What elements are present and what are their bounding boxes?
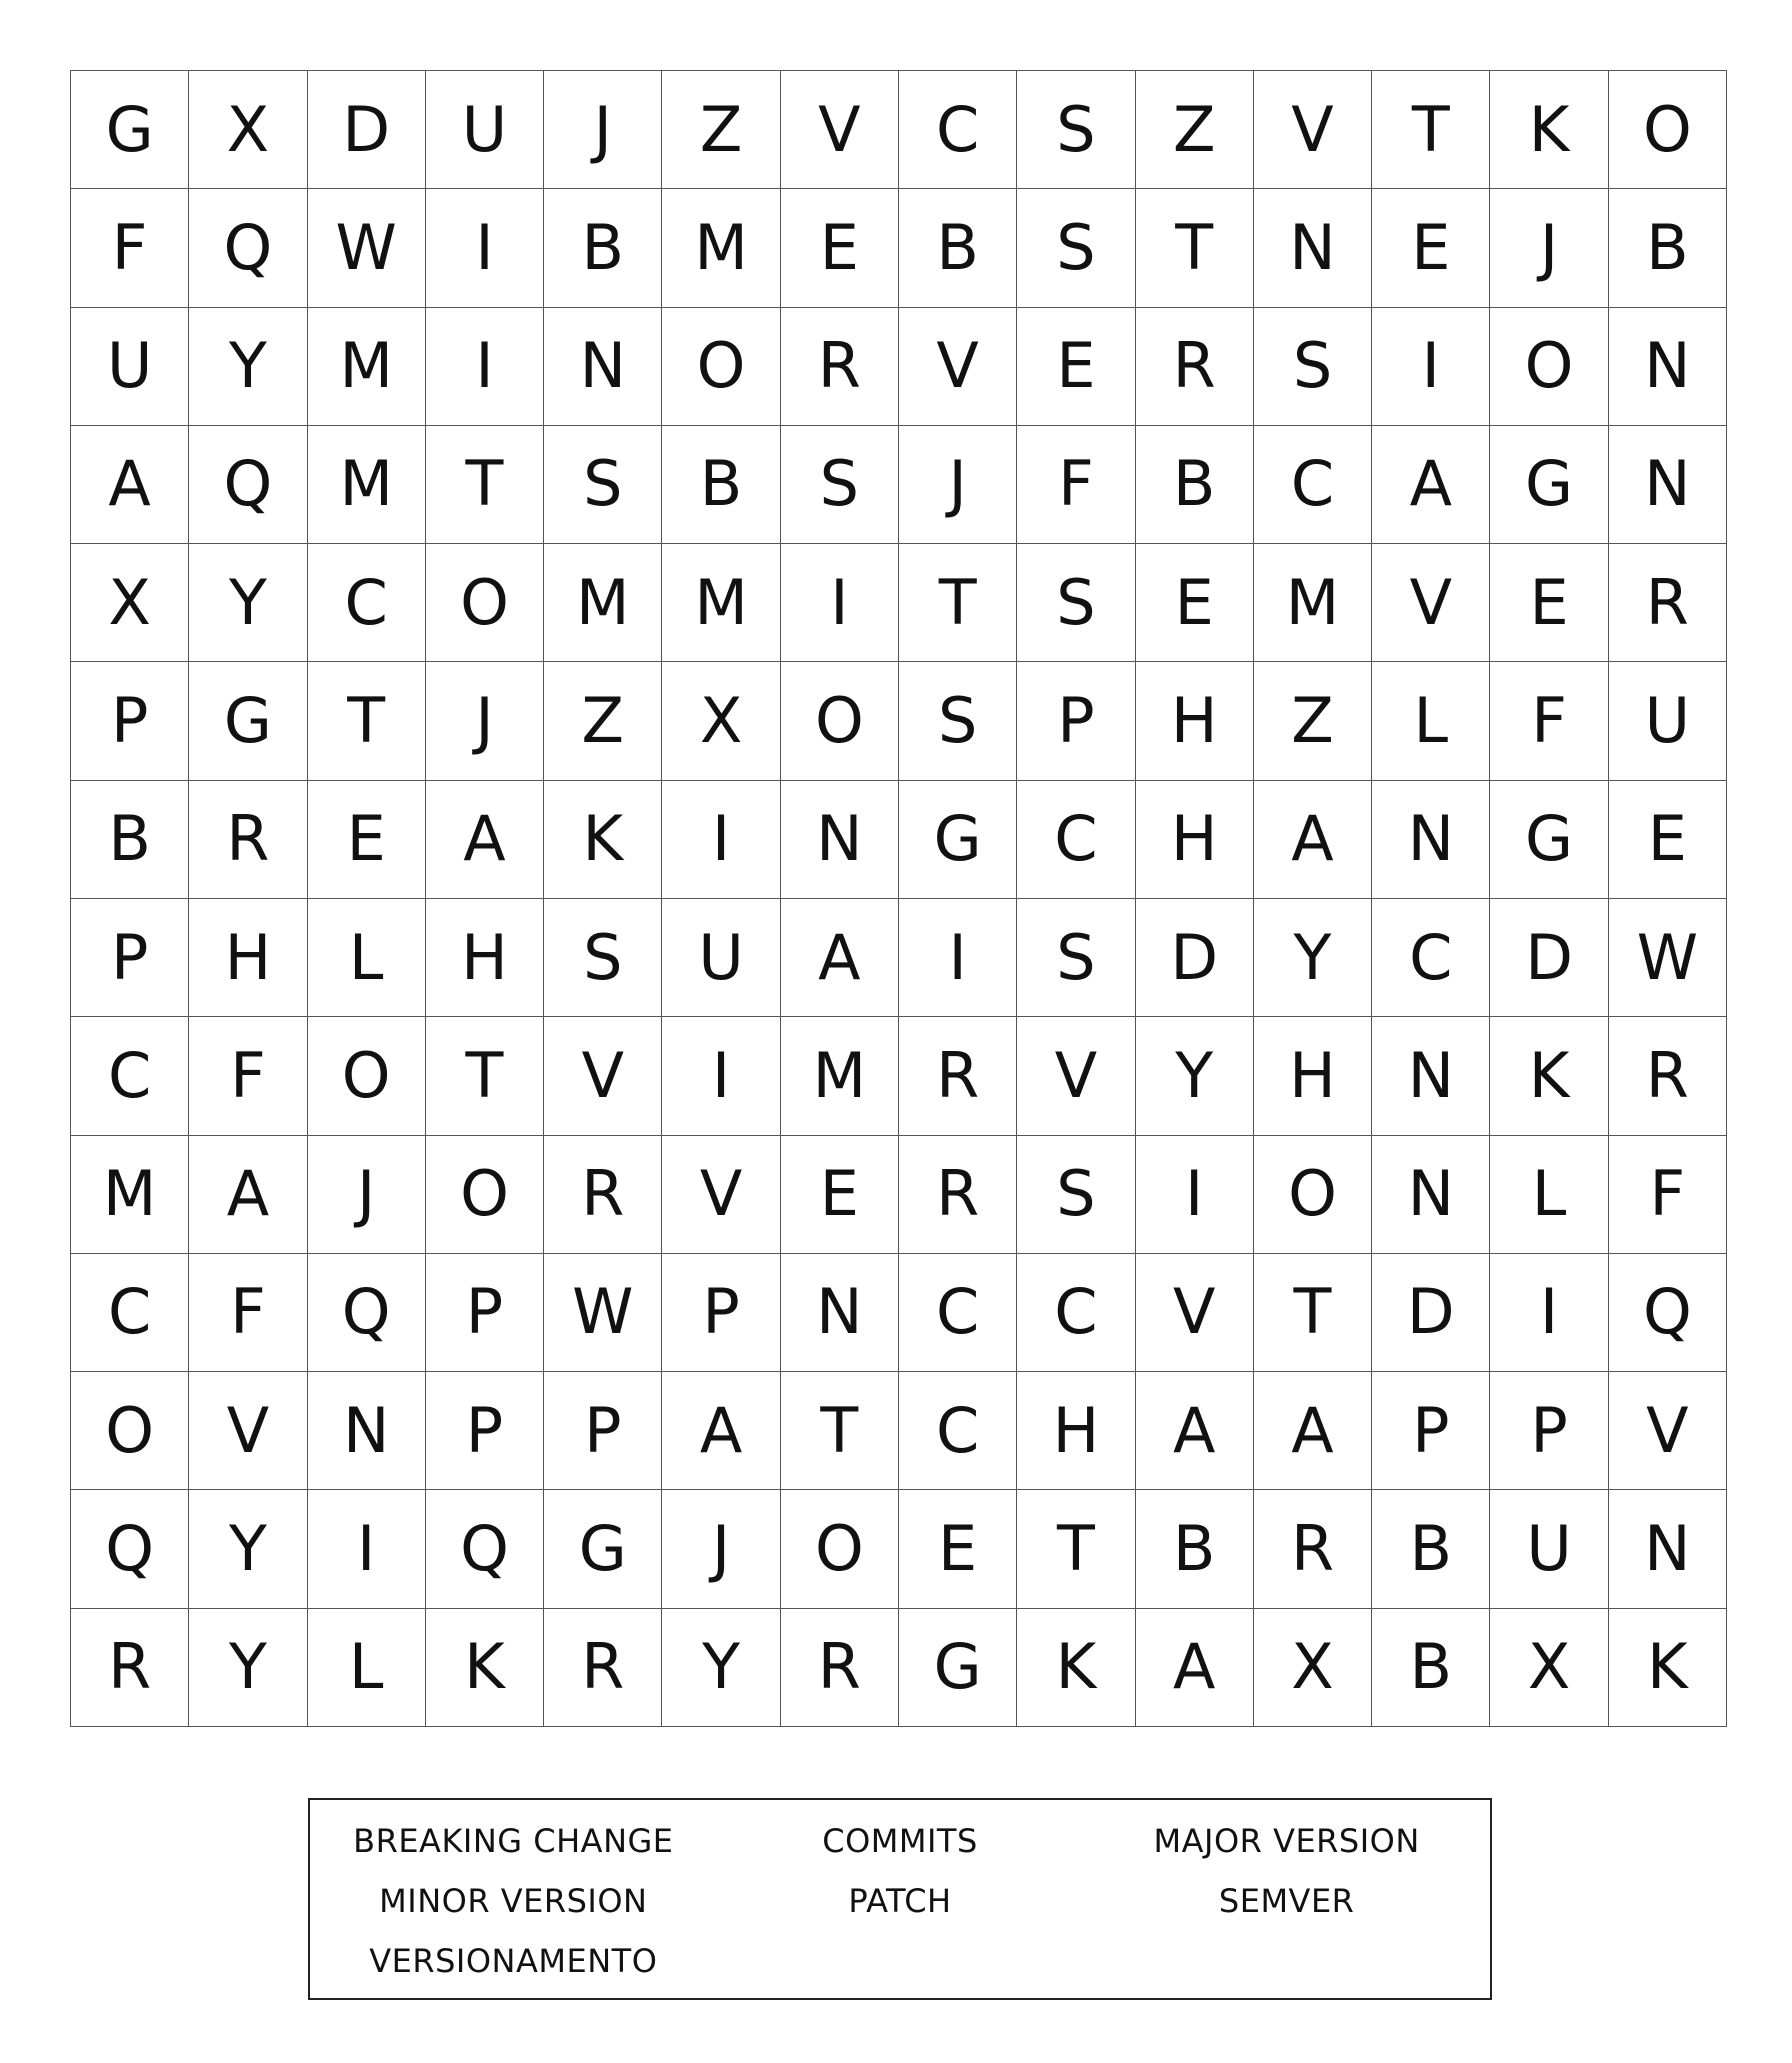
grid-cell[interactable]: A (1254, 781, 1372, 899)
grid-cell[interactable]: O (781, 662, 899, 780)
grid-cell[interactable]: J (662, 1490, 780, 1608)
grid-cell[interactable]: N (1372, 781, 1490, 899)
grid-cell[interactable]: C (1254, 426, 1372, 544)
grid-cell[interactable]: C (1372, 899, 1490, 1017)
grid-cell[interactable]: T (1136, 189, 1254, 307)
grid-cell[interactable]: H (426, 899, 544, 1017)
grid-cell[interactable]: J (544, 71, 662, 189)
grid-cell[interactable]: O (426, 1136, 544, 1254)
word-list (308, 1798, 1492, 2000)
grid-cell[interactable]: B (71, 781, 189, 899)
grid-cell[interactable]: R (544, 1136, 662, 1254)
grid-cell[interactable]: S (1017, 189, 1135, 307)
grid-cell[interactable]: J (899, 426, 1017, 544)
grid-cell[interactable]: X (1254, 1609, 1372, 1727)
grid-cell[interactable]: E (899, 1490, 1017, 1608)
grid-cell[interactable]: J (426, 662, 544, 780)
grid-cell[interactable]: S (781, 426, 899, 544)
grid-cell[interactable]: Q (1609, 1254, 1727, 1372)
grid-cell[interactable]: L (1490, 1136, 1608, 1254)
grid-cell[interactable]: E (1490, 544, 1608, 662)
grid-cell[interactable]: A (1372, 426, 1490, 544)
grid-cell[interactable]: Y (189, 544, 307, 662)
grid-cell[interactable]: X (1490, 1609, 1608, 1727)
grid-cell[interactable]: Z (1136, 71, 1254, 189)
grid-cell[interactable]: S (1017, 899, 1135, 1017)
grid-cell[interactable]: S (1017, 1136, 1135, 1254)
grid-cell[interactable]: B (1372, 1609, 1490, 1727)
grid-cell[interactable]: G (1490, 426, 1608, 544)
grid-cell[interactable]: V (899, 308, 1017, 426)
grid-cell[interactable]: E (781, 189, 899, 307)
grid-cell[interactable]: I (426, 189, 544, 307)
grid-cell[interactable]: B (1136, 1490, 1254, 1608)
grid-cell[interactable]: J (308, 1136, 426, 1254)
grid-cell[interactable]: Q (426, 1490, 544, 1608)
grid-cell[interactable]: N (1609, 1490, 1727, 1608)
grid-cell[interactable]: I (426, 308, 544, 426)
grid-cell[interactable]: B (1609, 189, 1727, 307)
grid-cell[interactable]: P (544, 1372, 662, 1490)
grid-cell[interactable]: N (1609, 308, 1727, 426)
word-list-item: VERSIONAMENTO (369, 1942, 658, 1980)
grid-cell[interactable]: M (662, 544, 780, 662)
grid-cell[interactable]: F (71, 189, 189, 307)
grid-cell[interactable]: Y (189, 1490, 307, 1608)
grid-cell[interactable]: S (544, 426, 662, 544)
grid-cell[interactable]: Q (308, 1254, 426, 1372)
grid-cell[interactable]: S (544, 899, 662, 1017)
grid-cell[interactable]: B (662, 426, 780, 544)
grid-cell[interactable]: H (1017, 1372, 1135, 1490)
grid-cell[interactable]: B (544, 189, 662, 307)
grid-cell[interactable]: A (781, 899, 899, 1017)
grid-cell[interactable]: I (899, 899, 1017, 1017)
grid-cell[interactable]: F (189, 1254, 307, 1372)
grid-cell[interactable]: C (308, 544, 426, 662)
grid-cell[interactable]: V (662, 1136, 780, 1254)
grid-cell[interactable]: R (71, 1609, 189, 1727)
grid-cell[interactable]: I (308, 1490, 426, 1608)
grid-cell[interactable]: R (1609, 544, 1727, 662)
grid-cell[interactable]: T (426, 1017, 544, 1135)
grid-cell[interactable]: R (781, 1609, 899, 1727)
grid-cell[interactable]: N (308, 1372, 426, 1490)
grid-cell[interactable]: P (426, 1372, 544, 1490)
grid-cell[interactable]: G (1490, 781, 1608, 899)
grid-cell[interactable]: X (662, 662, 780, 780)
grid-cell[interactable]: R (189, 781, 307, 899)
grid-cell[interactable]: M (308, 426, 426, 544)
grid-cell[interactable]: O (71, 1372, 189, 1490)
grid-cell[interactable]: M (781, 1017, 899, 1135)
grid-cell[interactable]: O (308, 1017, 426, 1135)
grid-cell[interactable]: J (1490, 189, 1608, 307)
grid-cell[interactable]: T (1372, 71, 1490, 189)
grid-cell[interactable]: M (544, 544, 662, 662)
grid-cell[interactable]: O (662, 308, 780, 426)
grid-cell[interactable]: R (544, 1609, 662, 1727)
grid-cell[interactable]: G (899, 781, 1017, 899)
grid-cell[interactable]: N (1254, 189, 1372, 307)
grid-cell[interactable]: K (544, 781, 662, 899)
grid-cell[interactable]: I (662, 1017, 780, 1135)
grid-cell[interactable]: Z (1254, 662, 1372, 780)
grid-cell[interactable]: K (1017, 1609, 1135, 1727)
grid-cell[interactable]: O (426, 544, 544, 662)
grid-cell[interactable]: E (1372, 189, 1490, 307)
grid-cell[interactable]: U (662, 899, 780, 1017)
grid-cell[interactable]: H (1254, 1017, 1372, 1135)
grid-cell[interactable]: V (1136, 1254, 1254, 1372)
grid-cell[interactable]: A (426, 781, 544, 899)
grid-cell[interactable]: Y (1136, 1017, 1254, 1135)
grid-cell[interactable]: N (781, 781, 899, 899)
grid-cell[interactable]: D (1490, 899, 1608, 1017)
grid-cell[interactable]: T (426, 426, 544, 544)
grid-cell[interactable]: P (1372, 1372, 1490, 1490)
grid-cell[interactable]: P (71, 899, 189, 1017)
grid-cell[interactable]: U (1609, 662, 1727, 780)
grid-cell[interactable]: A (1136, 1372, 1254, 1490)
grid-cell[interactable]: S (899, 662, 1017, 780)
grid-cell[interactable]: W (1609, 899, 1727, 1017)
grid-cell[interactable]: N (1372, 1017, 1490, 1135)
grid-cell[interactable]: D (308, 71, 426, 189)
word-list-item: PATCH (848, 1882, 952, 1920)
grid-cell[interactable]: P (426, 1254, 544, 1372)
grid-cell[interactable]: U (71, 308, 189, 426)
grid-cell[interactable]: P (1017, 662, 1135, 780)
grid-cell[interactable]: V (189, 1372, 307, 1490)
grid-cell[interactable]: X (189, 71, 307, 189)
grid-cell[interactable]: G (544, 1490, 662, 1608)
grid-cell[interactable]: F (189, 1017, 307, 1135)
grid-cell[interactable]: E (308, 781, 426, 899)
grid-cell[interactable]: K (1609, 1609, 1727, 1727)
grid-cell[interactable]: A (1136, 1609, 1254, 1727)
grid-cell[interactable]: T (1017, 1490, 1135, 1608)
grid-cell[interactable]: C (1017, 1254, 1135, 1372)
grid-cell[interactable]: V (1017, 1017, 1135, 1135)
grid-cell[interactable]: R (781, 308, 899, 426)
grid-cell[interactable]: V (1254, 71, 1372, 189)
word-list-item: SEMVER (1218, 1882, 1355, 1920)
grid-cell[interactable]: Z (662, 71, 780, 189)
grid-cell[interactable]: R (1136, 308, 1254, 426)
grid-cell[interactable]: N (1609, 426, 1727, 544)
grid-cell[interactable]: O (1609, 71, 1727, 189)
grid-cell[interactable]: A (189, 1136, 307, 1254)
grid-cell[interactable]: T (899, 544, 1017, 662)
grid-cell[interactable]: C (899, 1254, 1017, 1372)
grid-cell[interactable]: E (781, 1136, 899, 1254)
grid-cell[interactable]: N (781, 1254, 899, 1372)
grid-cell[interactable]: P (1490, 1372, 1608, 1490)
grid-cell[interactable]: G (899, 1609, 1017, 1727)
grid-cell[interactable]: V (781, 71, 899, 189)
grid-cell[interactable]: N (1372, 1136, 1490, 1254)
grid-cell[interactable]: A (71, 426, 189, 544)
grid-cell[interactable]: N (544, 308, 662, 426)
grid-cell[interactable]: R (1254, 1490, 1372, 1608)
grid-cell[interactable]: B (1372, 1490, 1490, 1608)
grid-cell[interactable]: A (1254, 1372, 1372, 1490)
grid-cell[interactable]: V (544, 1017, 662, 1135)
grid-cell[interactable]: B (899, 189, 1017, 307)
word-list-item: COMMITS (822, 1822, 978, 1860)
grid-cell[interactable]: D (1136, 899, 1254, 1017)
grid-cell[interactable]: C (1017, 781, 1135, 899)
grid-cell[interactable]: H (1136, 781, 1254, 899)
grid-cell[interactable]: R (899, 1017, 1017, 1135)
grid-cell[interactable]: P (71, 662, 189, 780)
grid-cell[interactable]: G (189, 662, 307, 780)
grid-cell[interactable]: H (1136, 662, 1254, 780)
grid-cell[interactable]: V (1372, 544, 1490, 662)
grid-cell[interactable]: E (1609, 781, 1727, 899)
grid-cell[interactable]: C (899, 71, 1017, 189)
grid-cell[interactable]: Y (189, 308, 307, 426)
grid-cell[interactable]: Y (662, 1609, 780, 1727)
grid-cell[interactable]: L (308, 1609, 426, 1727)
grid-cell[interactable]: E (1017, 308, 1135, 426)
grid-cell[interactable]: U (1490, 1490, 1608, 1608)
grid-cell[interactable]: L (308, 899, 426, 1017)
grid-cell[interactable]: M (71, 1136, 189, 1254)
grid-cell[interactable]: D (1372, 1254, 1490, 1372)
grid-cell[interactable]: H (189, 899, 307, 1017)
grid-cell[interactable]: T (308, 662, 426, 780)
grid-cell[interactable]: I (1372, 308, 1490, 426)
grid-cell[interactable]: Y (1254, 899, 1372, 1017)
grid-cell[interactable]: R (899, 1136, 1017, 1254)
grid-cell[interactable]: M (308, 308, 426, 426)
word-search-grid (70, 70, 1727, 1727)
grid-cell[interactable]: W (544, 1254, 662, 1372)
word-list-item: BREAKING CHANGE (353, 1822, 674, 1860)
grid-cell[interactable]: G (71, 71, 189, 189)
grid-cell[interactable]: M (662, 189, 780, 307)
grid-cell[interactable]: T (1254, 1254, 1372, 1372)
grid-cell[interactable]: F (1490, 662, 1608, 780)
grid-cell[interactable]: O (1490, 308, 1608, 426)
grid-cell[interactable]: C (71, 1254, 189, 1372)
grid-cell[interactable]: L (1372, 662, 1490, 780)
grid-cell[interactable]: A (662, 1372, 780, 1490)
grid-cell[interactable]: K (1490, 1017, 1608, 1135)
grid-cell[interactable]: E (1136, 544, 1254, 662)
grid-cell[interactable]: R (1609, 1017, 1727, 1135)
grid-cell[interactable]: I (662, 781, 780, 899)
grid-cell[interactable]: M (1254, 544, 1372, 662)
grid-cell[interactable]: F (1017, 426, 1135, 544)
grid-cell[interactable]: K (426, 1609, 544, 1727)
grid-cell[interactable]: X (71, 544, 189, 662)
grid-cell[interactable]: Q (71, 1490, 189, 1608)
grid-cell[interactable]: I (1136, 1136, 1254, 1254)
grid-cell[interactable]: Q (189, 426, 307, 544)
grid-cell[interactable]: I (1490, 1254, 1608, 1372)
grid-cell[interactable]: Y (189, 1609, 307, 1727)
grid-cell[interactable]: V (1609, 1372, 1727, 1490)
grid-cell[interactable]: T (781, 1372, 899, 1490)
word-list-item: MINOR VERSION (379, 1882, 648, 1920)
grid-cell[interactable]: C (899, 1372, 1017, 1490)
grid-cell[interactable]: Z (544, 662, 662, 780)
grid-cell[interactable]: F (1609, 1136, 1727, 1254)
grid-cell[interactable]: P (662, 1254, 780, 1372)
grid-cell[interactable]: S (1017, 544, 1135, 662)
grid-cell[interactable]: Q (189, 189, 307, 307)
grid-cell[interactable]: B (1136, 426, 1254, 544)
grid-cell[interactable]: S (1017, 71, 1135, 189)
grid-cell[interactable]: I (781, 544, 899, 662)
grid-cell[interactable]: C (71, 1017, 189, 1135)
grid-cell[interactable]: U (426, 71, 544, 189)
word-list-item: MAJOR VERSION (1153, 1822, 1420, 1860)
grid-cell[interactable]: K (1490, 71, 1608, 189)
grid-cell[interactable]: O (781, 1490, 899, 1608)
grid-cell[interactable]: O (1254, 1136, 1372, 1254)
grid-cell[interactable]: W (308, 189, 426, 307)
grid-cell[interactable]: S (1254, 308, 1372, 426)
